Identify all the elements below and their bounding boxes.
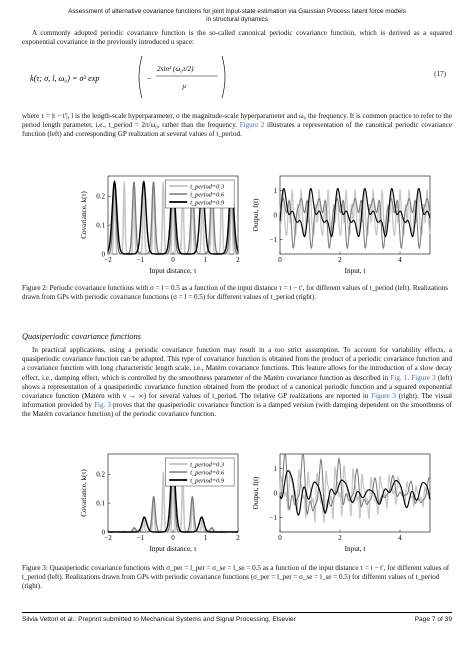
where-tail: illustrates a representation of the canonical periodic covariance function (left) and corresponding GP realization at several values of t_period. [22,121,452,139]
y-axis-label: Covariance, k(τ) [80,469,88,517]
figure3-link-b[interactable]: Figure 3 [371,392,396,401]
figure2 [22,168,452,280]
equation-17 [22,48,452,108]
quasi-paragraph [22,346,452,420]
quasi-text-1: In practical applications, using a periodic covariance function may result in a too strict assumption. To account for variability effects, a quasiperiodic covariance function can be adopted. This type of covariance function is obtained from the product of a periodic covariance function and a covariance function with long characteristic length scale, i.e., Matérn covariance functions. This feature allows for the introduction of a slow decay effect, i.e., damping effect, which is controlled by the smoothness parameter of the Matérn covariance function as described in [22,346,452,382]
quasi-text-4: proves that the quasiperiodic covariance function is a damped version (with damping dependent on the smoothness of the Matérn covariance function) of the periodic covariance function. [22,401,453,419]
figure3-link-a[interactable]: Figure 3 [411,373,436,382]
x-axis-label: Input distance, τ [149,267,197,275]
equation-graphic [22,48,452,106]
y-tick-label: −1 [269,235,277,244]
figure3-caption: Figure 3: Quasiperiodic covariance functions with σ_per = l_per = σ_se = l_se = 0.5 as a function of the input distance τ = t − t′, for different values of t_period (left). Realizations drawn from GPs with periodic covariance functions (σ_per = l_per = σ_se = l_se = 0.5) for different values of t_period (right). [22,564,450,591]
legend-label: t_period=0.3 [190,183,225,191]
y-axis-label: Output, f(t) [252,198,260,232]
y-tick-label: 1 [273,465,277,474]
y-tick-label: 0 [101,528,105,537]
where-text: where τ = |t − t′|, l is the length-scale hyperparameter, σ the magnitude-scale hyperparameter and ω₀ the frequency. It is common practice to refer to the period length parameter, i.e., t_period = 2π/ω₀, rather than the frequency. [22,112,452,130]
running-header-line1: Assessment of alternative covariance functions for joint input-state estimation via Gaussian Process latent force models [68,8,406,15]
quasi-text-3: (right). The visual information provided by [22,392,452,410]
figure3-right-plot [252,454,430,553]
legend-label: t_period=0.3 [190,461,225,469]
x-tick-label: 2 [338,534,342,542]
section-title: Quasiperiodic covariance functions [22,332,141,341]
y-tick-label: 0 [273,489,277,498]
figure2-right-plot [252,176,430,275]
page-number: Page 7 of 39 [414,616,452,623]
x-tick-label: 0 [278,534,282,542]
equation-minus: − [147,74,152,83]
y-tick-label: 0.2 [96,192,105,201]
x-tick-label: −1 [136,534,145,542]
x-tick-label: 2 [338,256,342,264]
figure2-link[interactable]: Figure 2 [239,121,265,130]
page-footer [22,612,452,630]
figure2-caption: Figure 2: Periodic covariance functions with σ = l = 0.5 as a function of the input distance τ = t − t′, for different values of t_period (left). Realizations drawn from GPs with periodic covariance functions (σ = l = 0.5) for different values of t_period (right). [22,284,448,302]
x-tick-label: 1 [203,256,208,264]
footer-left: Silvia Vettori et al.: Preprint submitted to Mechanical Systems and Signal Processing, Elsevier [22,616,296,623]
where-paragraph [22,112,452,140]
equation-paren-left [139,56,142,98]
quasi-mid: . [407,373,412,382]
legend-label: t_period=0.9 [190,477,225,485]
x-axis-label: Input, t [344,545,366,553]
x-tick-label: 0 [171,534,175,542]
x-tick-label: 4 [398,256,402,264]
figure3 [22,446,452,558]
x-axis-label: Input, t [344,267,366,275]
fig3-link[interactable]: Fig. 3 [94,401,111,410]
intro-paragraph: A commonly adopted periodic covariance function is the so-called canonical periodic covariance function, which is derived as a squared exponential covariance in the previously introduced u space: [22,29,452,47]
y-axis-label: Output, f(t) [252,476,260,510]
running-header-line2: in structural dynamics [206,16,268,23]
x-tick-label: 2 [236,534,240,542]
figure3-left-plot [80,454,240,553]
equation-denominator: l² [182,84,187,92]
y-tick-label: 0.1 [96,499,105,508]
x-tick-label: 0 [278,256,282,264]
x-axis-label: Input distance, τ [149,545,197,553]
x-tick-label: −2 [104,256,112,264]
y-tick-label: 1 [273,187,277,196]
equation-paren-right [222,56,225,98]
y-tick-label: 0 [101,250,105,259]
equation-numerator: 2sin² (ω₀τ/2) [157,65,194,73]
y-axis-label: Covariance, k(τ) [80,191,88,239]
x-tick-label: −1 [136,256,145,264]
x-tick-label: 1 [203,534,208,542]
y-tick-label: 0.2 [96,470,105,479]
legend-label: t_period=0.6 [190,469,225,477]
x-tick-label: 4 [398,534,402,542]
y-tick-label: 0.1 [96,221,105,230]
y-tick-label: −1 [269,513,277,522]
x-tick-label: 2 [236,256,240,264]
equation-number: (17) [434,70,446,78]
fig1-link[interactable]: Fig. 1 [390,373,408,382]
equation-lhs: k(τ; σ, l, ω₀) = σ² exp [30,74,100,83]
quasi-text-2: (left) shows a representation of a quasiperiodic covariance function obtained from the product of a canonical periodic function and a squared exponential covariance function (Matérn with ν → ∞) for several values of t_period. The relative GP realizations are reported in [22,373,452,401]
legend-label: t_period=0.9 [190,199,225,207]
x-tick-label: −2 [104,534,112,542]
figure2-left-plot [80,176,240,275]
x-tick-label: 0 [171,256,175,264]
legend-label: t_period=0.6 [190,191,225,199]
y-tick-label: 0 [273,211,277,220]
